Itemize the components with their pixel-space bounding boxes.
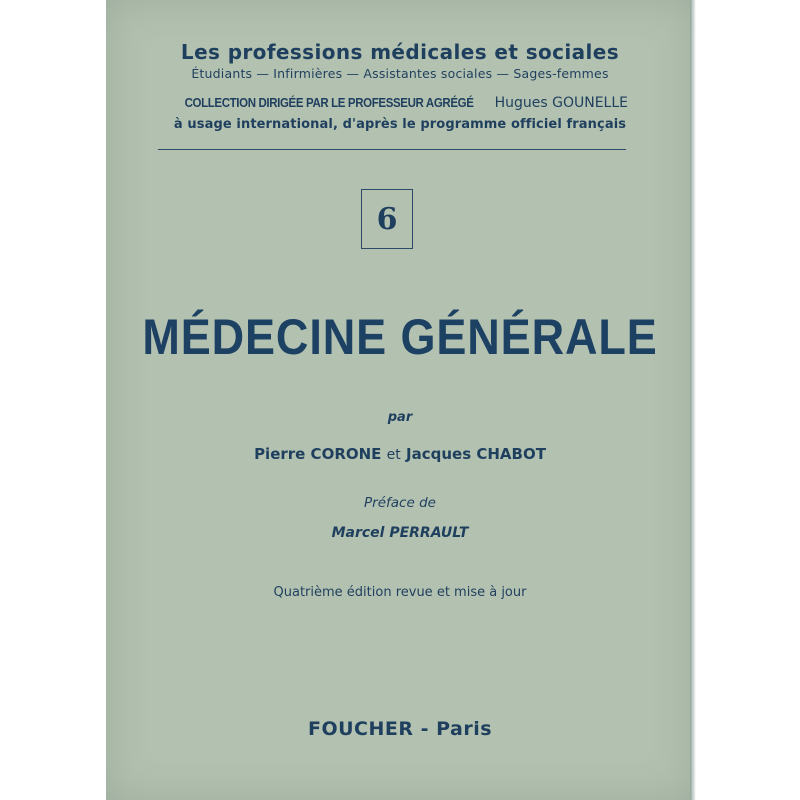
publisher: FOUCHER - Paris	[307, 718, 493, 740]
author-2: Jacques CHABOT	[406, 445, 546, 463]
collection-line	[106, 95, 694, 111]
volume-number-box	[361, 189, 413, 249]
authors	[106, 445, 694, 463]
by-label: par	[387, 410, 413, 425]
page-edge	[690, 0, 696, 800]
preface-author: Marcel PERRAULT	[331, 525, 469, 541]
collection-editor: Hugues GOUNELLE	[494, 95, 629, 111]
book-title: MÉDECINE GÉNÉRALE	[142, 309, 658, 365]
edition-note: Quatrième édition revue et mise à jour	[273, 585, 527, 600]
collection-label: COLLECTION DIRIGÉE PAR LE PROFESSEUR AGRÉGÉ	[184, 96, 474, 110]
book-cover	[106, 0, 694, 800]
usage-note: à usage international, d'après le programme officiel français	[173, 117, 627, 132]
series-audience: Étudiants — Infirmières — Assistantes sociales — Sages-femmes	[191, 66, 609, 81]
author-conjunction: et	[386, 447, 401, 463]
divider	[158, 149, 626, 150]
preface-label: Préface de	[364, 495, 436, 511]
volume-number: 6	[376, 201, 398, 237]
author-1: Pierre CORONE	[254, 445, 382, 463]
series-title: Les professions médicales et sociales	[180, 40, 620, 64]
